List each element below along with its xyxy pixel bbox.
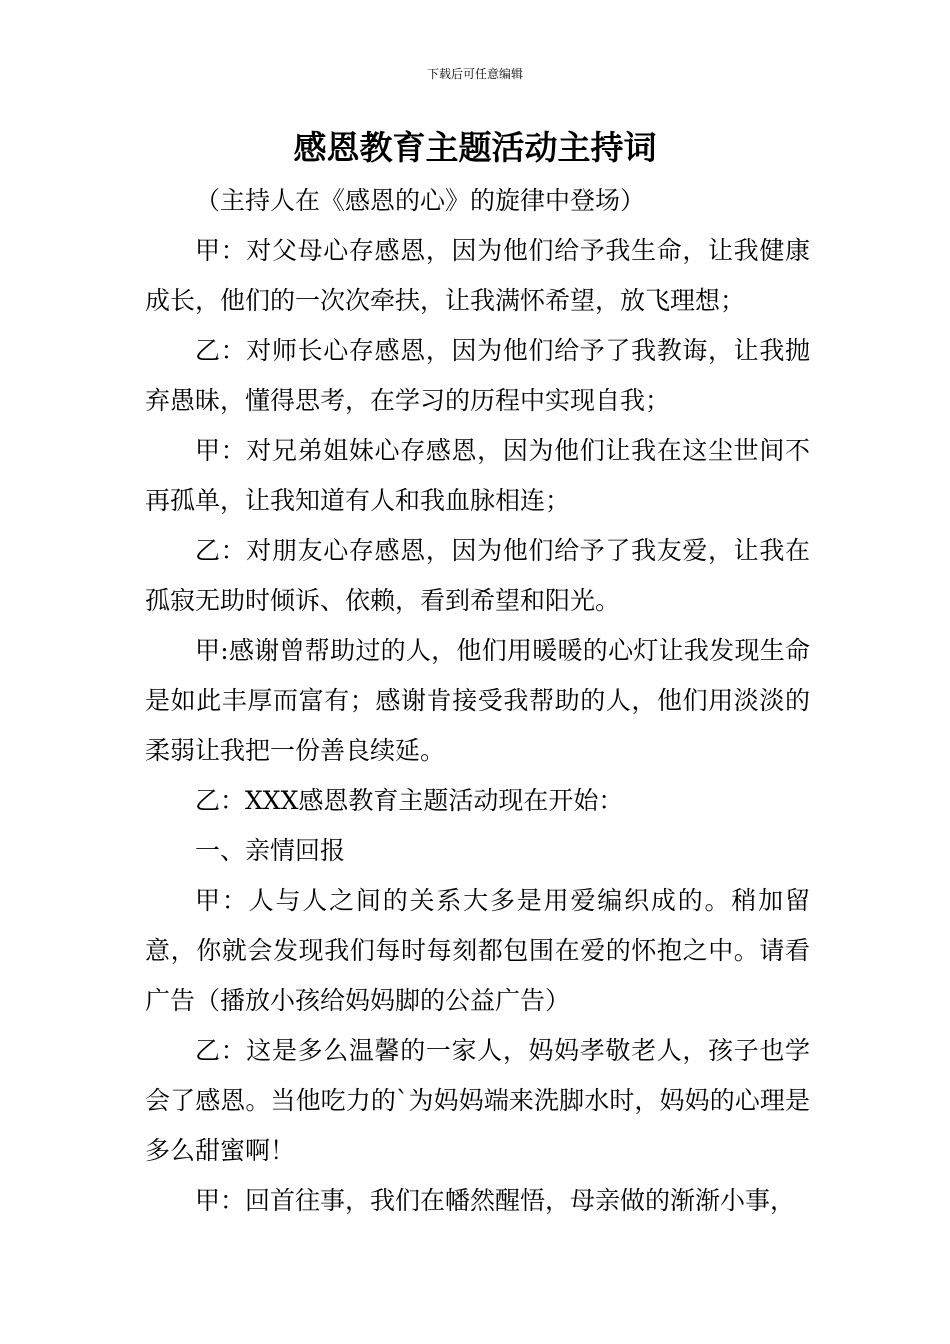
paragraph: 甲：对父母心存感恩，因为他们给予我生命，让我健康成长，他们的一次次牵扶，让我满怀希望，放飞理想； xyxy=(145,236,810,315)
paragraph: 甲:感谢曾帮助过的人，他们用暖暖的心灯让我发现生命是如此丰厚而富有；感谢肯接受我帮助的人，他们用淡淡的柔弱让我把一份善良续延。 xyxy=(145,636,810,765)
paragraph: 乙：对师长心存感恩，因为他们给予了我教诲，让我抛弃愚昧，懂得思考，在学习的历程中实现自我； xyxy=(145,336,810,415)
paragraph: 乙：这是多么温馨的一家人，妈妈孝敬老人，孩子也学会了感恩。当他吃力的`为妈妈端来洗脚水时，妈妈的心理是多么甜蜜啊！ xyxy=(145,1036,810,1165)
paragraph: 甲：人与人之间的关系大多是用爱编织成的。稍加留意，你就会发现我们每时每刻都包围在爱的怀抱之中。请看广告（播放小孩给妈妈脚的公益广告） xyxy=(145,886,810,1015)
paragraph: 甲：回首往事，我们在幡然醒悟，母亲做的渐渐小事， xyxy=(195,1186,796,1215)
header-note: 下载后可任意编辑 xyxy=(426,67,523,81)
document-body xyxy=(145,176,810,1226)
paragraph: 甲：对兄弟姐妹心存感恩，因为他们让我在这尘世间不再孤单，让我知道有人和我血脉相连； xyxy=(145,436,810,515)
section-heading: 一、亲情回报 xyxy=(195,836,346,865)
paragraph: 乙：对朋友心存感恩，因为他们给予了我友爱，让我在孤寂无助时倾诉、依赖，看到希望和阳光。 xyxy=(145,536,810,615)
paragraph: 乙：XXX感恩教育主题活动现在开始： xyxy=(195,786,624,815)
paragraph-intro: （主持人在《感恩的心》的旋律中登场） xyxy=(195,186,646,215)
document-title: 感恩教育主题活动主持词 xyxy=(293,128,657,167)
